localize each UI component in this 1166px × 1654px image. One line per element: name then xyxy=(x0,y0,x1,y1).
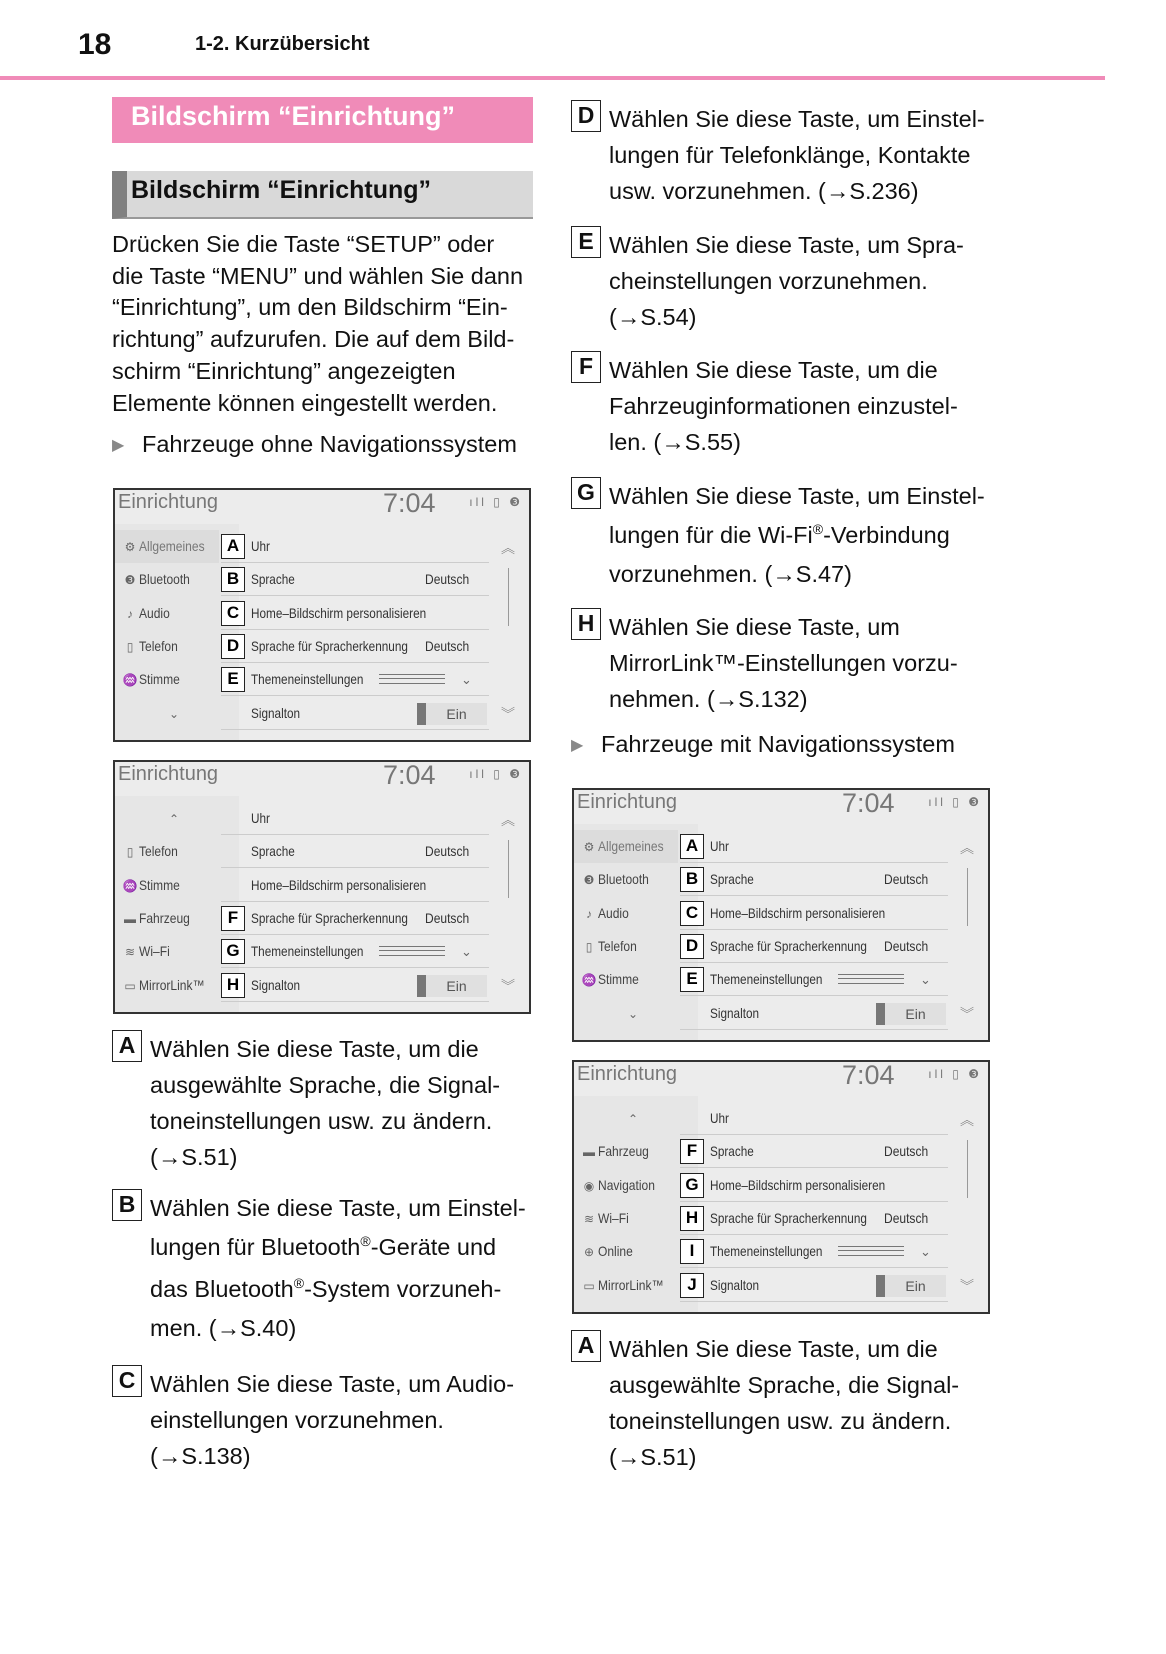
callout-line: vorzunehmen. (→S.47) xyxy=(609,561,852,587)
setting-label: Uhr xyxy=(251,810,270,826)
globe-icon: ⊕ xyxy=(583,1245,595,1260)
menu-item-label: Allgemeines xyxy=(139,538,205,554)
setting-row[interactable] xyxy=(680,863,948,896)
callout-label: A xyxy=(221,534,245,559)
note-icon: ♪ xyxy=(127,606,133,621)
scroll-up-icon[interactable]: ︽ xyxy=(501,812,515,828)
callout-line: len. (→S.55) xyxy=(609,429,741,455)
bluetooth-icon: ❸ xyxy=(583,873,595,888)
callout-label: C xyxy=(112,1365,142,1397)
menu-item-label: MirrorLink™ xyxy=(598,1276,664,1293)
callout-label: B xyxy=(680,867,704,892)
callout-line: cheinstellungen vorzunehmen. xyxy=(609,268,928,294)
wifi-icon: ≋ xyxy=(124,945,136,960)
callout-text xyxy=(150,1190,526,1346)
callout-line: Wählen Sie diese Taste, um xyxy=(609,614,900,640)
screen-clock: 7:04 xyxy=(842,788,895,818)
screen-clock: 7:04 xyxy=(383,488,436,518)
chevron-down-icon[interactable]: ⌄ xyxy=(461,672,472,688)
callout-label: H xyxy=(221,973,245,998)
callout-label: E xyxy=(680,967,704,992)
triangle-icon: ▶ xyxy=(112,437,125,454)
phone-icon: ▯ xyxy=(126,639,134,654)
callout-label: H xyxy=(680,1206,704,1231)
setting-value: Deutsch xyxy=(425,571,470,588)
gear-icon: ⚙ xyxy=(583,840,595,854)
callout-item-e xyxy=(571,227,964,335)
menu-item-chevronup[interactable] xyxy=(121,802,219,835)
callout-label: A xyxy=(571,1330,601,1362)
signal-toggle[interactable]: Ein xyxy=(876,1275,946,1297)
callout-line: Wählen Sie diese Taste, um Spra- xyxy=(609,232,964,258)
callout-label: E xyxy=(571,226,601,258)
chevron-up-icon: ⌃ xyxy=(627,1112,639,1126)
chevron-down-icon: ⌄ xyxy=(627,1006,639,1021)
callout-label: G xyxy=(680,1173,704,1198)
callout-label: G xyxy=(571,477,601,509)
menu-item-bluetooth[interactable] xyxy=(580,863,678,896)
callout-item-a xyxy=(112,1031,500,1175)
triangle-icon: ▶ xyxy=(571,737,584,754)
menu-item-online[interactable] xyxy=(580,1235,678,1268)
car-icon: ▬ xyxy=(124,911,136,926)
callout-text xyxy=(609,1331,959,1475)
chevron-down-icon[interactable]: ⌄ xyxy=(920,972,931,988)
callout-label: C xyxy=(221,601,245,626)
callout-line: das Bluetooth®-System vorzuneh- xyxy=(150,1275,502,1302)
settings-screen xyxy=(572,788,990,1042)
callout-text xyxy=(609,609,958,717)
chevron-down-icon[interactable]: ⌄ xyxy=(920,1244,931,1260)
setting-value: Deutsch xyxy=(425,909,470,926)
gear-icon: ⚙ xyxy=(124,540,136,554)
mirror-icon: ▭ xyxy=(583,1278,595,1293)
setting-row[interactable] xyxy=(221,597,489,630)
callout-line: toneinstellungen usw. zu ändern. xyxy=(150,1108,493,1134)
voice-icon: ♒ xyxy=(122,878,138,893)
setting-label: Signalton xyxy=(710,1276,760,1293)
setting-label: Themeneinstellungen xyxy=(710,1243,823,1260)
with-nav-text: Fahrzeuge mit Navigationssystem xyxy=(601,731,955,757)
signal-toggle[interactable]: Ein xyxy=(876,1003,946,1025)
setting-row[interactable] xyxy=(680,1169,948,1202)
chevron-up-icon: ⌃ xyxy=(168,812,180,826)
setting-value: Deutsch xyxy=(884,1143,929,1160)
setting-label: Home–Bildschirm personalisieren xyxy=(251,604,427,621)
signal-toggle[interactable]: Ein xyxy=(417,703,487,725)
callout-label: G xyxy=(221,939,245,964)
theme-preview xyxy=(379,946,445,956)
menu-item-chevrondown[interactable] xyxy=(121,697,219,730)
callout-line: Wählen Sie diese Taste, um Einstel- xyxy=(609,106,985,132)
page-number: 18 xyxy=(78,28,112,61)
menu-item-label: Telefon xyxy=(139,843,178,860)
without-nav-label xyxy=(112,431,517,458)
menu-item-stimme[interactable] xyxy=(580,963,678,996)
status-icons: ıll ▯ ❸ xyxy=(928,1067,982,1081)
menu-item-allgemeines[interactable] xyxy=(574,830,678,863)
callout-line: lungen für die Wi-Fi®-Verbindung xyxy=(609,521,950,548)
callout-line: (→S.51) xyxy=(609,1444,697,1470)
callout-line: Wählen Sie diese Taste, um die xyxy=(609,1336,938,1362)
setting-label: Sprache für Spracherkennung xyxy=(251,637,408,654)
note-icon: ♪ xyxy=(586,906,592,921)
callout-item-h xyxy=(571,609,958,717)
menu-item-chevrondown[interactable] xyxy=(580,997,678,1030)
callout-text xyxy=(609,101,985,209)
mirror-icon: ▭ xyxy=(124,978,136,993)
screen-clock: 7:04 xyxy=(842,1060,895,1090)
menu-item-mirrorlink[interactable] xyxy=(121,969,219,1002)
callout-label: A xyxy=(680,834,704,859)
voice-icon: ♒ xyxy=(581,973,597,988)
menu-item-telefon[interactable] xyxy=(121,835,219,868)
status-icons: ıll ▯ ❸ xyxy=(469,767,523,781)
scroll-down-icon[interactable]: ︾ xyxy=(960,1278,974,1294)
setting-row[interactable] xyxy=(221,902,489,935)
menu-item-label: Wi–Fi xyxy=(598,1209,629,1226)
callout-item-b xyxy=(112,1190,526,1346)
setting-row[interactable] xyxy=(221,530,489,563)
setting-label: Sprache für Spracherkennung xyxy=(710,1209,867,1226)
navigation-icon: ◉ xyxy=(583,1178,595,1193)
setting-row[interactable] xyxy=(680,830,948,863)
setting-value: Deutsch xyxy=(425,843,470,860)
callout-text xyxy=(150,1366,514,1474)
callout-line: usw. vorzunehmen. (→S.236) xyxy=(609,178,919,204)
menu-item-label: Stimme xyxy=(139,671,180,688)
menu-item-label: Audio xyxy=(139,604,170,621)
intro-line: Drücken Sie die Taste “SETUP” oder xyxy=(112,231,495,257)
callout-item-f xyxy=(571,352,958,460)
menu-item-audio[interactable] xyxy=(580,897,678,930)
menu-item-telefon[interactable] xyxy=(580,930,678,963)
setting-value: Deutsch xyxy=(425,637,470,654)
setting-row[interactable] xyxy=(221,630,489,663)
signal-toggle[interactable]: Ein xyxy=(417,975,487,997)
callout-label: A xyxy=(112,1030,142,1062)
subsection-title: Bildschirm “Einrichtung” xyxy=(112,171,533,219)
menu-item-allgemeines[interactable] xyxy=(115,530,219,563)
callout-item-g xyxy=(571,478,985,592)
scroll-up-icon[interactable]: ︽ xyxy=(960,1112,974,1128)
callout-label: B xyxy=(221,567,245,592)
setting-label: Home–Bildschirm personalisieren xyxy=(710,904,886,921)
screen-title: Einrichtung xyxy=(118,763,219,785)
setting-label: Uhr xyxy=(251,538,270,554)
intro-line: “Einrichtung”, um den Bildschirm “Ein- xyxy=(112,294,508,321)
chevron-down-icon: ⌄ xyxy=(168,706,180,721)
setting-row[interactable] xyxy=(221,935,489,968)
setting-label: Uhr xyxy=(710,1110,729,1126)
callout-text xyxy=(150,1031,500,1175)
with-nav-label xyxy=(571,731,955,758)
setting-label: Home–Bildschirm personalisieren xyxy=(710,1176,886,1193)
header-rule xyxy=(0,76,1105,80)
callout-line: Wählen Sie diese Taste, um Audio- xyxy=(150,1371,515,1397)
setting-row[interactable] xyxy=(221,802,489,835)
callout-text xyxy=(609,352,958,460)
wifi-icon: ≋ xyxy=(583,1211,595,1226)
callout-text xyxy=(609,227,964,335)
settings-screen xyxy=(113,488,531,742)
phone-icon: ▯ xyxy=(126,845,134,860)
menu-item-label: Stimme xyxy=(139,876,180,893)
callout-line: (→S.54) xyxy=(609,304,697,330)
setting-row[interactable] xyxy=(221,663,489,696)
menu-item-label: Telefon xyxy=(139,637,178,654)
callout-line: Wählen Sie diese Taste, um Einstel- xyxy=(609,483,985,509)
callout-line: (→S.138) xyxy=(150,1443,251,1469)
callout-line: Wählen Sie diese Taste, um die xyxy=(150,1036,479,1062)
scrollbar[interactable] xyxy=(508,568,509,626)
intro-line: richtung” aufzurufen. Die auf dem Bild- xyxy=(112,326,515,353)
intro-line: die Taste “MENU” und wählen Sie dann xyxy=(112,262,524,289)
menu-item-stimme[interactable] xyxy=(121,663,219,696)
setting-value: Deutsch xyxy=(884,1209,929,1226)
setting-value: Deutsch xyxy=(884,871,929,888)
setting-label: Signalton xyxy=(710,1004,760,1021)
callout-label: D xyxy=(571,100,601,132)
callout-label: F xyxy=(221,906,245,931)
callout-label: E xyxy=(221,667,245,692)
callout-line: nehmen. (→S.132) xyxy=(609,686,808,712)
screen-title: Einrichtung xyxy=(577,1063,678,1085)
callout-line: (→S.51) xyxy=(150,1144,238,1170)
intro-line: schirm “Einrichtung” angezeigten xyxy=(112,357,456,384)
scroll-down-icon[interactable]: ︾ xyxy=(501,978,515,994)
settings-screen xyxy=(113,760,531,1014)
menu-item-label: Stimme xyxy=(598,971,639,988)
setting-label: Sprache xyxy=(710,1143,754,1160)
setting-label: Themeneinstellungen xyxy=(251,671,364,688)
menu-item-audio[interactable] xyxy=(121,597,219,630)
phone-icon: ▯ xyxy=(585,939,593,954)
menu-item-label: Bluetooth xyxy=(598,871,649,888)
callout-label: H xyxy=(571,608,601,640)
without-nav-text: Fahrzeuge ohne Navigationssystem xyxy=(142,431,517,457)
callout-item-a xyxy=(571,1331,959,1475)
callout-label: F xyxy=(571,351,601,383)
scrollbar[interactable] xyxy=(967,1140,968,1198)
setting-label: Signalton xyxy=(251,976,301,993)
menu-item-label: Navigation xyxy=(598,1176,655,1193)
setting-value: Deutsch xyxy=(884,937,929,954)
setting-label: Sprache xyxy=(251,571,295,588)
setting-row[interactable] xyxy=(680,930,948,963)
setting-label: Themeneinstellungen xyxy=(710,971,823,988)
screen-title: Einrichtung xyxy=(118,491,219,513)
menu-item-telefon[interactable] xyxy=(121,630,219,663)
callout-line: lungen für Telefonklänge, Kontakte xyxy=(609,142,971,168)
setting-label: Sprache xyxy=(710,871,754,888)
scroll-down-icon[interactable]: ︾ xyxy=(960,1006,974,1022)
callout-item-c xyxy=(112,1366,514,1474)
callout-label: D xyxy=(680,934,704,959)
setting-label: Uhr xyxy=(710,838,729,854)
callout-label: I xyxy=(680,1239,704,1264)
callout-text xyxy=(609,478,985,592)
settings-screen xyxy=(572,1060,990,1314)
menu-item-label: Fahrzeug xyxy=(139,909,190,926)
scroll-down-icon[interactable]: ︾ xyxy=(501,706,515,722)
menu-item-label: Online xyxy=(598,1243,633,1260)
section-title: Bildschirm “Einrichtung” xyxy=(112,97,533,143)
setting-row[interactable] xyxy=(221,969,489,1002)
menu-item-label: Allgemeines xyxy=(598,838,664,854)
setting-label: Sprache xyxy=(251,843,295,860)
menu-item-wifi[interactable] xyxy=(580,1202,678,1235)
callout-item-d xyxy=(571,101,985,209)
chapter-title: 1-2. Kurzübersicht xyxy=(195,33,370,55)
car-icon: ▬ xyxy=(583,1145,595,1160)
menu-item-label: MirrorLink™ xyxy=(139,976,205,993)
setting-row[interactable] xyxy=(680,1135,948,1168)
status-icons: ıll ▯ ❸ xyxy=(469,495,523,509)
callout-label: B xyxy=(112,1189,142,1221)
setting-row[interactable] xyxy=(221,563,489,596)
callout-label: C xyxy=(680,901,704,926)
voice-icon: ♒ xyxy=(122,673,138,688)
scroll-up-icon[interactable]: ︽ xyxy=(501,540,515,556)
theme-preview xyxy=(838,1246,904,1256)
menu-item-fahrzeug[interactable] xyxy=(121,902,219,935)
callout-line: Wählen Sie diese Taste, um Einstel- xyxy=(150,1195,526,1221)
setting-row[interactable] xyxy=(680,1235,948,1268)
callout-line: Wählen Sie diese Taste, um die xyxy=(609,357,938,383)
menu-item-stimme[interactable] xyxy=(121,869,219,902)
intro-line: Elemente können eingestellt werden. xyxy=(112,389,498,416)
menu-item-label: Audio xyxy=(598,904,629,921)
scrollbar[interactable] xyxy=(508,840,509,898)
menu-item-label: Fahrzeug xyxy=(598,1143,649,1160)
setting-row[interactable] xyxy=(680,997,948,1030)
theme-preview xyxy=(838,974,904,984)
scroll-up-icon[interactable]: ︽ xyxy=(960,840,974,856)
setting-row[interactable] xyxy=(680,897,948,930)
callout-line: MirrorLink™-Einstellungen vorzu- xyxy=(609,650,958,676)
menu-item-label: Telefon xyxy=(598,937,637,954)
callout-line: lungen für Bluetooth®-Geräte und xyxy=(150,1233,497,1260)
setting-row[interactable] xyxy=(680,963,948,996)
status-icons: ıll ▯ ❸ xyxy=(928,795,982,809)
setting-row[interactable] xyxy=(680,1202,948,1235)
setting-label: Themeneinstellungen xyxy=(251,943,364,960)
callout-label: J xyxy=(680,1273,704,1298)
menu-item-navigation[interactable] xyxy=(580,1169,678,1202)
menu-item-label: Wi–Fi xyxy=(139,943,170,960)
chevron-down-icon[interactable]: ⌄ xyxy=(461,944,472,960)
setting-row[interactable] xyxy=(680,1102,948,1135)
menu-item-wifi[interactable] xyxy=(121,935,219,968)
callout-line: ausgewählte Sprache, die Signal- xyxy=(150,1072,501,1098)
bluetooth-icon: ❸ xyxy=(124,573,136,588)
setting-row[interactable] xyxy=(221,835,489,868)
setting-row[interactable] xyxy=(680,1269,948,1302)
setting-label: Home–Bildschirm personalisieren xyxy=(251,876,427,893)
screen-clock: 7:04 xyxy=(383,760,436,790)
menu-item-fahrzeug[interactable] xyxy=(580,1135,678,1168)
menu-item-bluetooth[interactable] xyxy=(121,563,219,596)
setting-row[interactable] xyxy=(221,697,489,730)
callout-label: F xyxy=(680,1139,704,1164)
callout-line: men. (→S.40) xyxy=(150,1315,297,1341)
scrollbar[interactable] xyxy=(967,868,968,926)
intro-paragraph xyxy=(112,229,523,419)
callout-line: ausgewählte Sprache, die Signal- xyxy=(609,1372,960,1398)
callout-label: D xyxy=(221,634,245,659)
callout-line: einstellungen vorzunehmen. xyxy=(150,1407,444,1433)
setting-row[interactable] xyxy=(221,869,489,902)
setting-label: Signalton xyxy=(251,704,301,721)
menu-item-chevronup[interactable] xyxy=(580,1102,678,1135)
callout-line: toneinstellungen usw. zu ändern. xyxy=(609,1408,952,1434)
menu-item-label: Bluetooth xyxy=(139,571,190,588)
theme-preview xyxy=(379,674,445,684)
menu-item-mirrorlink[interactable] xyxy=(580,1269,678,1302)
screen-title: Einrichtung xyxy=(577,791,678,813)
setting-label: Sprache für Spracherkennung xyxy=(251,909,408,926)
setting-label: Sprache für Spracherkennung xyxy=(710,937,867,954)
callout-line: Fahrzeuginformationen einzustel- xyxy=(609,393,958,419)
